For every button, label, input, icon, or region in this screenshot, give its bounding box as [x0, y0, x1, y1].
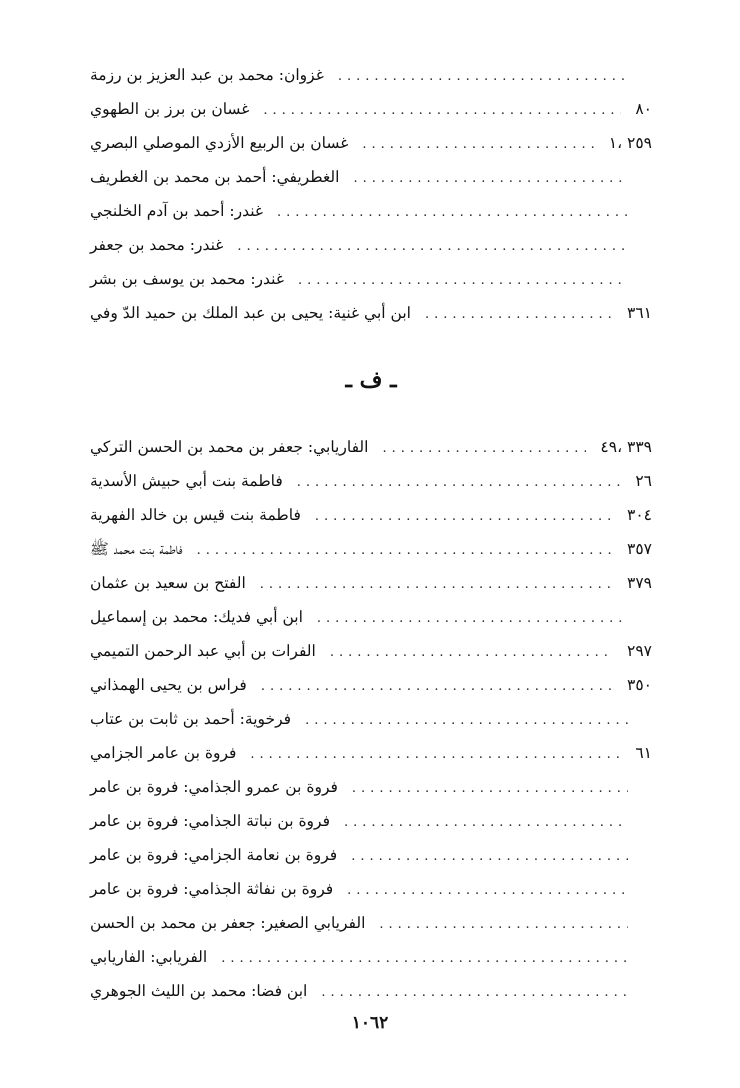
- dot-leader: [237, 230, 628, 264]
- entry-name: الغطريفي: أحمد بن محمد بن الغطريف: [90, 168, 340, 186]
- index-entry: [90, 532, 652, 566]
- index-entry: [90, 906, 652, 940]
- entry-name: الفريابي الصغير: جعفر بن محمد بن الحسن: [90, 914, 366, 932]
- index-entry: [90, 974, 652, 1008]
- entry-name: الفرات بن أبي عبد الرحمن التميمي: [90, 642, 316, 660]
- index-page: [90, 58, 652, 1008]
- entry-pages: ٣٥٧: [627, 540, 652, 558]
- dot-leader: [221, 942, 628, 976]
- entry-pages: ٣٥٠: [627, 676, 652, 694]
- index-entry: [90, 940, 652, 974]
- dot-leader: [317, 602, 628, 636]
- entry-name: فروة بن نفاثة الجذامي: فروة بن عامر: [90, 880, 334, 898]
- entry-pages: ٢٩٧: [627, 642, 652, 660]
- entry-name: الفاريابي: جعفر بن محمد بن الحسن التركي: [90, 438, 369, 456]
- index-entry: [90, 160, 652, 194]
- index-entry: [90, 228, 652, 262]
- entry-name: غسان بن برز بن الطهوي: [90, 100, 250, 118]
- entry-pages: ٣٦١: [627, 304, 652, 322]
- entry-pages: ٢٥٩ ،١: [608, 134, 652, 152]
- entry-name: الفريابي: الفاريابي: [90, 948, 208, 966]
- dot-leader: [321, 976, 628, 1010]
- index-entry: [90, 92, 652, 126]
- entry-name: غسان بن الربيع الأزدي الموصلي البصري: [90, 134, 349, 152]
- dot-leader: [362, 128, 594, 162]
- dot-leader: [315, 500, 613, 534]
- section-heading-fa: ـ ف ـ: [345, 367, 397, 393]
- dot-leader: [297, 466, 622, 500]
- entry-pages: ٣٣٩ ،٤٩: [600, 438, 652, 456]
- entry-pages: ٣٠٤: [627, 506, 652, 524]
- index-entry: [90, 838, 652, 872]
- entry-name: فروة بن نباتة الجذامي: فروة بن عامر: [90, 812, 331, 830]
- index-group-fa: [90, 430, 652, 1008]
- index-entry: [90, 634, 652, 668]
- index-entry: [90, 600, 652, 634]
- entry-name: فراس بن يحيى الهمذاني: [90, 676, 247, 694]
- index-entry: [90, 464, 652, 498]
- index-entry: [90, 736, 652, 770]
- index-entry: [90, 668, 652, 702]
- dot-leader: [250, 738, 621, 772]
- dot-leader: [344, 806, 628, 840]
- index-entry: [90, 194, 652, 228]
- page-number: ١٠٦٢: [351, 1013, 389, 1033]
- entry-name: ابن أبي فديك: محمد بن إسماعيل: [90, 608, 303, 626]
- entry-name: غزوان: محمد بن عبد العزيز بن رزمة: [90, 66, 324, 84]
- entry-name: ابن فضا: محمد بن الليث الجوهري: [90, 982, 308, 1000]
- index-entry: [90, 770, 652, 804]
- entry-name: غندر: محمد بن جعفر: [90, 236, 224, 254]
- index-entry: [90, 296, 652, 330]
- entry-pages: ٦١: [635, 744, 652, 762]
- dot-leader: [347, 874, 628, 908]
- dot-leader: [382, 432, 586, 466]
- dot-leader: [305, 704, 628, 738]
- entry-name: غندر: محمد بن يوسف بن بشر: [90, 270, 284, 288]
- dot-leader: [379, 908, 628, 942]
- dot-leader: [197, 534, 613, 568]
- index-entry: [90, 430, 652, 464]
- entry-name: فروة بن نعامة الجزامي: فروة بن عامر: [90, 846, 338, 864]
- entry-name: فروة بن عمرو الجذامي: فروة بن عامر: [90, 778, 338, 796]
- entry-name: فاطمة بنت أبي حبيش الأسدية: [90, 472, 283, 490]
- entry-pages: ٢٦: [635, 472, 652, 490]
- dot-leader: [425, 298, 613, 332]
- index-entry: [90, 702, 652, 736]
- index-entry: [90, 804, 652, 838]
- entry-name: غندر: أحمد بن آدم الخلنجي: [90, 202, 264, 220]
- index-entry: [90, 58, 652, 92]
- index-entry: [90, 126, 652, 160]
- dot-leader: [298, 264, 628, 298]
- index-entry: [90, 872, 652, 906]
- entry-pages: ٨٠: [635, 100, 652, 118]
- dot-leader: [330, 636, 613, 670]
- dot-leader: [277, 196, 628, 230]
- dot-leader: [351, 840, 628, 874]
- entry-pages: ٣٧٩: [627, 574, 652, 592]
- dot-leader: [260, 568, 613, 602]
- index-entry: [90, 498, 652, 532]
- dot-leader: [263, 94, 621, 128]
- entry-name: فرخوية: أحمد بن ثابت بن عتاب: [90, 710, 292, 728]
- dot-leader: [261, 670, 613, 704]
- entry-name: ابن أبي غنية: يحيى بن عبد الملك بن حميد الدّ وفي: [90, 304, 411, 322]
- index-group-ghayn: [90, 58, 652, 330]
- entry-name: فروة بن عامر الجزامي: [90, 744, 237, 762]
- dot-leader: [338, 60, 628, 94]
- entry-name: فاطمة بنت محمد ﷺ: [90, 540, 183, 558]
- index-entry: [90, 262, 652, 296]
- dot-leader: [352, 772, 628, 806]
- index-entry: [90, 566, 652, 600]
- entry-name: الفتح بن سعيد بن عثمان: [90, 574, 246, 592]
- dot-leader: [353, 162, 628, 196]
- entry-name: فاطمة بنت قيس بن خالد الفهرية: [90, 506, 301, 524]
